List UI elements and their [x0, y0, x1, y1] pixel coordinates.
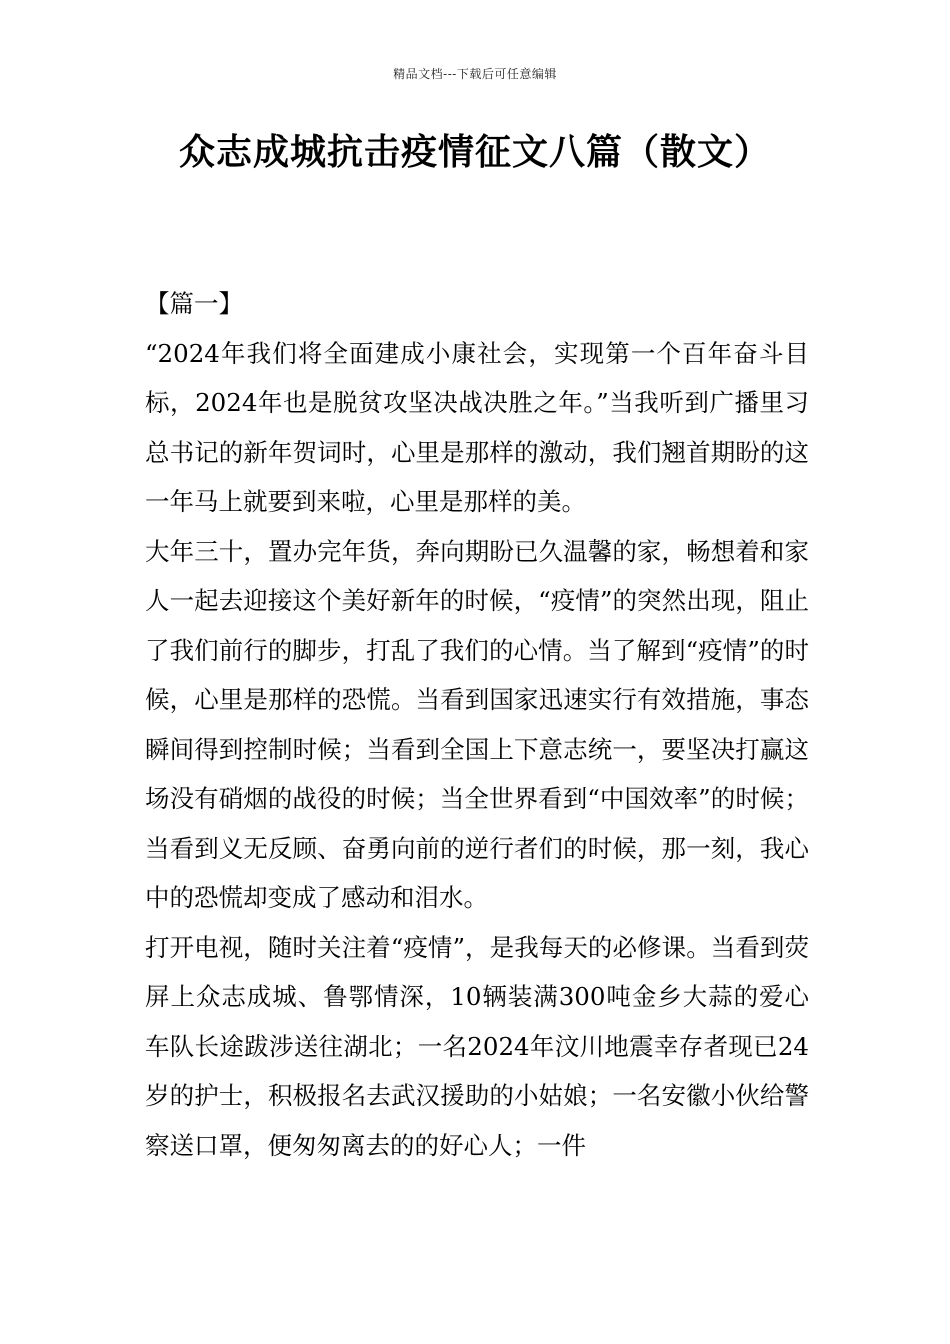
- document-title: 众志成城抗击疫情征文八篇（散文）: [178, 132, 771, 173]
- paragraph-2: 大年三十，置办完年货，奔向期盼已久温馨的家，畅想着和家人一起去迎接这个美好新年的时候，“疫情”的突然出现，阻止了我们前行的脚步，打乱了我们的心情。当了解到“疫情”的时候，心里是那样的恐慌。当看到国家迅速实行有效措施，事态瞬间得到控制时候；当看到全国上下意志统一，要坚决打赢这场没有硝烟的战役的时候；当全世界看到“中国效率”的时候；当看到义无反顾、奋勇向前的逆行者们的时候，那一刻，我心中的恐慌却变成了感动和泪水。: [145, 536, 809, 912]
- paragraph-3: 打开电视，随时关注着“疫情”，是我每天的必修课。当看到荧屏上众志成城、鲁鄂情深，10辆装满300吨金乡大蒜的爱心车队长途跋涉送往湖北；一名2024年汶川地震幸存者现已24岁的护士，积极报名去武汉援助的小姑娘；一名安徽小伙给警察送口罩，便匆匆离去的的好心人；一件: [145, 932, 809, 1160]
- section-label: 【篇一】: [145, 289, 243, 318]
- page-header-note: 精品文档---下载后可任意编辑: [393, 67, 557, 81]
- document-body: [145, 279, 809, 1170]
- paragraph-1: “2024年我们将全面建成小康社会，实现第一个百年奋斗目标，2024年也是脱贫攻坚决战决胜之年。”当我听到广播里习总书记的新年贺词时，心里是那样的激动，我们翘首期盼的这一年马上就要到来啦，心里是那样的美。: [145, 338, 809, 516]
